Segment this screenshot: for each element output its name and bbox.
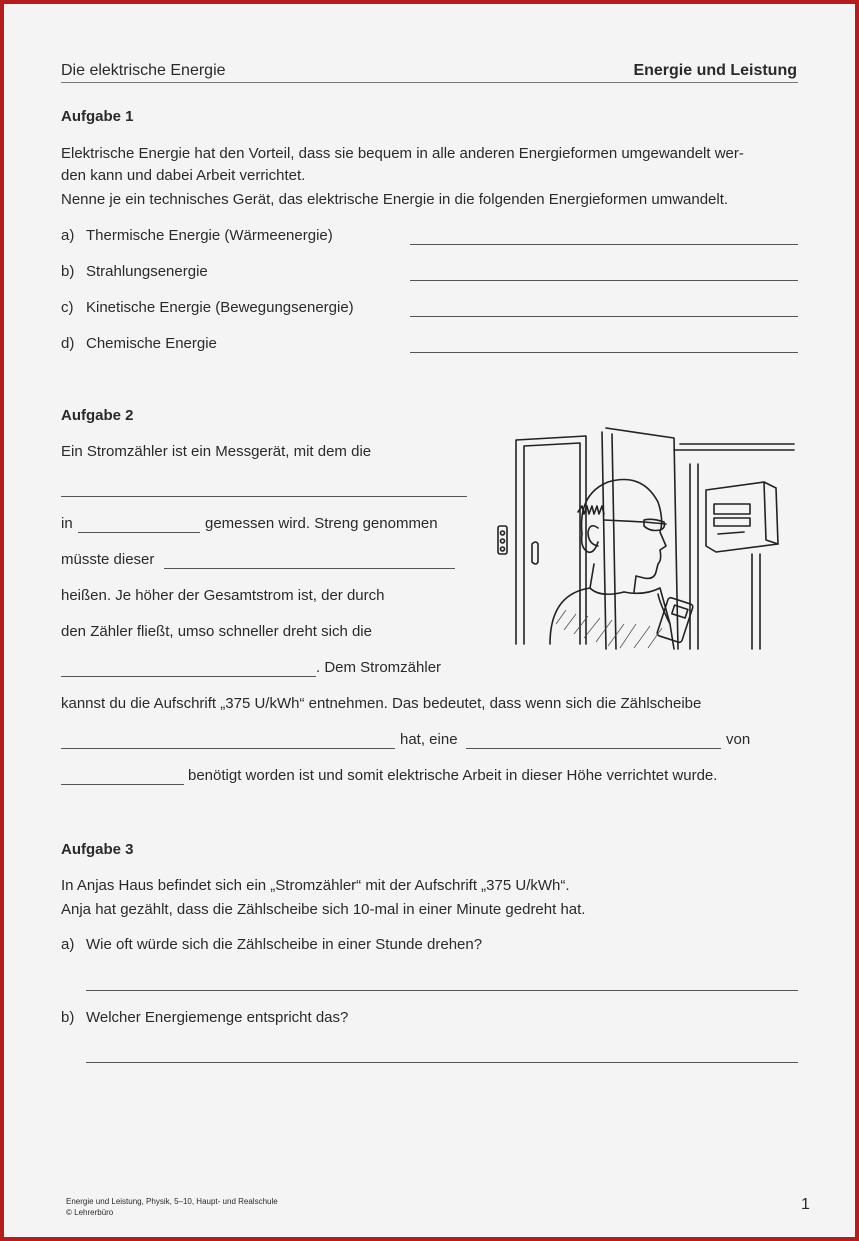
footer-credit xyxy=(66,1196,278,1218)
task3-intro-line2: Anja hat gezählt, dass die Zählscheibe sich 10-mal in einer Minute gedreht hat. xyxy=(61,901,586,918)
task1-item-b-text: Strahlungsenergie xyxy=(86,263,208,280)
answer-line-1d[interactable] xyxy=(410,352,798,353)
task2-line2-start: in xyxy=(61,515,73,532)
task2-line1: Ein Stromzähler ist ein Messgerät, mit dem die xyxy=(61,443,372,460)
task1-item-b-letter: b) xyxy=(61,263,75,280)
answer-line-2-3[interactable] xyxy=(164,568,455,569)
task2-line4: heißen. Je höher der Gesamtstrom ist, der durch xyxy=(61,587,385,604)
task2-line9: benötigt worden ist und somit elektrische Arbeit in dieser Höhe verrichtet wurde. xyxy=(188,767,718,784)
footer-line1: Energie und Leistung, Physik, 5–10, Haupt- und Realschule xyxy=(66,1197,278,1206)
answer-line-2-4[interactable] xyxy=(61,676,316,677)
task2-line6: . Dem Stromzähler xyxy=(316,659,442,676)
header-title: Die elektrische Energie xyxy=(61,62,226,79)
header-topic: Energie und Leistung xyxy=(633,62,797,79)
task1-title: Aufgabe 1 xyxy=(61,108,134,125)
task3-item-b-text: Welcher Energiemenge entspricht das? xyxy=(86,1009,349,1026)
answer-line-1a[interactable] xyxy=(410,244,798,245)
task2-line3: müsste dieser xyxy=(61,551,155,568)
task1-item-d-text: Chemische Energie xyxy=(86,335,217,352)
task3-item-b-letter: b) xyxy=(61,1009,75,1026)
task3-intro-line1: In Anjas Haus befindet sich ein „Stromzähler“ mit der Aufschrift „375 U/kWh“. xyxy=(61,877,570,894)
answer-line-2-5[interactable] xyxy=(61,748,395,749)
page-number: 1 xyxy=(801,1196,810,1213)
task1-item-a-letter: a) xyxy=(61,227,75,244)
answer-line-2-1[interactable] xyxy=(61,496,467,497)
task3-item-a-letter: a) xyxy=(61,936,75,953)
header-rule xyxy=(61,82,798,83)
task2-title: Aufgabe 2 xyxy=(61,407,134,424)
task1-item-c-letter: c) xyxy=(61,299,74,316)
man-reading-meter-icon xyxy=(494,424,804,654)
worksheet-page xyxy=(4,4,855,1237)
footer-line2: © Lehrerbüro xyxy=(66,1208,114,1217)
task2-line5: den Zähler fließt, umso schneller dreht sich die xyxy=(61,623,372,640)
task2-line8-mid: hat, eine xyxy=(400,731,458,748)
answer-line-1c[interactable] xyxy=(410,316,798,317)
answer-line-3a[interactable] xyxy=(86,990,798,991)
task1-intro-line1: Elektrische Energie hat den Vorteil, dass sie bequem in alle anderen Energieformen umgewandelt wer- xyxy=(61,145,744,162)
answer-line-2-7[interactable] xyxy=(61,784,184,785)
task3-item-a-text: Wie oft würde sich die Zählscheibe in einer Stunde drehen? xyxy=(86,936,483,953)
task1-item-d-letter: d) xyxy=(61,335,75,352)
answer-line-3b[interactable] xyxy=(86,1062,798,1063)
task3-title: Aufgabe 3 xyxy=(61,841,134,858)
task2-line2-end: gemessen wird. Streng genommen xyxy=(205,515,438,532)
answer-line-2-6[interactable] xyxy=(466,748,721,749)
task1-item-c-text: Kinetische Energie (Bewegungsenergie) xyxy=(86,299,354,316)
task2-line8-end: von xyxy=(726,731,751,748)
task1-intro-line3: Nenne je ein technisches Gerät, das elektrische Energie in die folgenden Energieformen umwandelt. xyxy=(61,191,729,208)
answer-line-1b[interactable] xyxy=(410,280,798,281)
task1-intro-line2: den kann und dabei Arbeit verrichtet. xyxy=(61,167,306,184)
answer-line-2-2[interactable] xyxy=(78,532,200,533)
task1-item-a-text: Thermische Energie (Wärmeenergie) xyxy=(86,227,333,244)
task2-line7: kannst du die Aufschrift „375 U/kWh“ entnehmen. Das bedeutet, dass wenn sich die Zählscheibe xyxy=(61,695,702,712)
